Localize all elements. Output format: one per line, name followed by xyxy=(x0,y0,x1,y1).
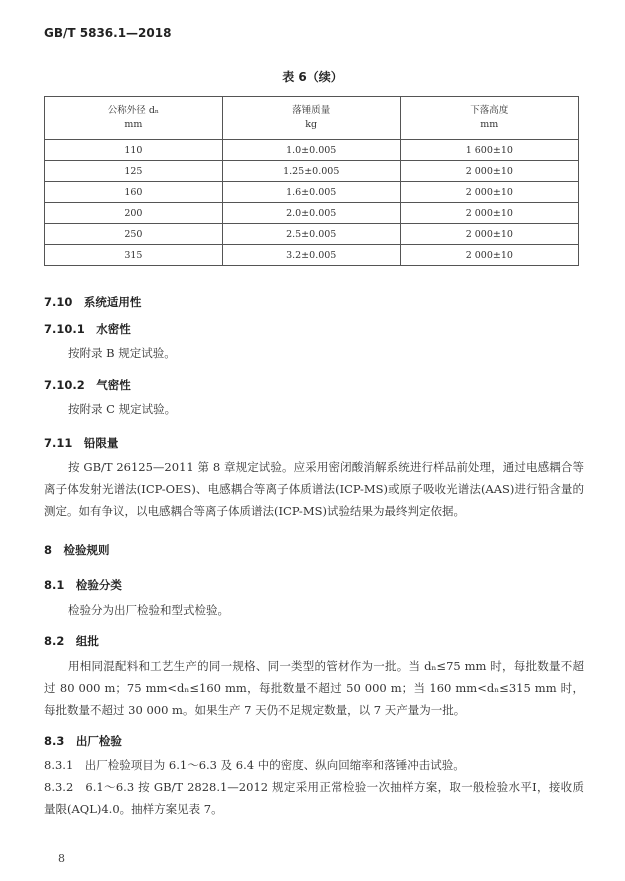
column-name: 下落高度 xyxy=(470,105,509,116)
table-6 xyxy=(44,96,579,266)
section-item-8-3-1: 8.3.1 出厂检验项目为 6.1～6.3 及 6.4 中的密度、纵向回缩率和落锤冲击试验。 xyxy=(44,758,465,772)
section-text-7-10-1: 按附录 B 规定试验。 xyxy=(68,346,176,360)
table-cell: 110 xyxy=(45,140,223,161)
table-cell: 2 000±10 xyxy=(400,161,578,182)
section-heading-8: 8 检验规则 xyxy=(44,543,110,557)
section-heading-7-10: 7.10 系统适用性 xyxy=(44,295,142,309)
table-row xyxy=(45,161,579,182)
section-heading-7-10-2: 7.10.2 气密性 xyxy=(44,378,131,392)
table-cell: 200 xyxy=(45,203,223,224)
column-header xyxy=(45,97,223,140)
page-number: 8 xyxy=(58,852,65,865)
section-text-7-11: 按 GB/T 26125—2011 第 8 章规定试验。应采用密闭酸消解系统进行样品前处理，通过电感耦合等离子体发射光谱法(ICP-OES)、电感耦合等离子体质谱法(ICP-MS)或原子吸收光谱法(AAS)进行铅含量的测定。如有争议，以电感耦合等离子体质谱法(ICP-MS)试验结果为最终判定依据。 xyxy=(44,460,584,518)
table-cell: 2.0±0.005 xyxy=(222,203,400,224)
section-text-8-1: 检验分为出厂检验和型式检验。 xyxy=(68,603,229,617)
table-header-row xyxy=(45,97,579,140)
column-unit: mm xyxy=(124,119,143,130)
table-cell: 2 000±10 xyxy=(400,245,578,266)
column-unit: mm xyxy=(480,119,499,130)
table-cell: 250 xyxy=(45,224,223,245)
section-item-8-3-2: 8.3.2 6.1～6.3 按 GB/T 2828.1—2012 规定采用正常检验一次抽样方案，取一般检验水平Ⅰ，接收质量限(AQL)4.0。抽样方案见表 7。 xyxy=(44,780,584,816)
column-name: 落锤质量 xyxy=(292,105,331,116)
section-text-8-2: 用相同混配料和工艺生产的同一规格、同一类型的管材作为一批。当 dₙ≤75 mm 时，每批数量不超过 80 000 m；75 mm<dₙ≤160 mm，每批数量不超过 50 000 m；当 160 mm<dₙ≤315 mm 时，每批数量不超过 30 000 m。如果生产 7 天仍不足规定数量，以 7 天产量为一批。 xyxy=(44,659,584,717)
column-header xyxy=(222,97,400,140)
table-cell: 315 xyxy=(45,245,223,266)
section-heading-7-11: 7.11 铅限量 xyxy=(44,436,119,450)
column-header xyxy=(400,97,578,140)
table-row xyxy=(45,140,579,161)
table-cell: 160 xyxy=(45,182,223,203)
table-cell: 2 000±10 xyxy=(400,182,578,203)
column-name: 公称外径 dₙ xyxy=(107,105,160,116)
section-heading-7-10-1: 7.10.1 水密性 xyxy=(44,322,131,336)
table-cell: 2 000±10 xyxy=(400,224,578,245)
table-cell: 1.0±0.005 xyxy=(222,140,400,161)
column-unit: kg xyxy=(305,119,318,130)
table-cell: 2 000±10 xyxy=(400,203,578,224)
table-cell: 1.25±0.005 xyxy=(222,161,400,182)
table-cell: 2.5±0.005 xyxy=(222,224,400,245)
section-heading-8-1: 8.1 检验分类 xyxy=(44,578,122,592)
table-cell: 125 xyxy=(45,161,223,182)
table-cell: 3.2±0.005 xyxy=(222,245,400,266)
section-text-7-10-2: 按附录 C 规定试验。 xyxy=(68,402,177,416)
table-caption: 表 6（续） xyxy=(282,70,343,84)
table-row xyxy=(45,245,579,266)
table-row xyxy=(45,182,579,203)
section-heading-8-3: 8.3 出厂检验 xyxy=(44,734,122,748)
section-heading-8-2: 8.2 组批 xyxy=(44,634,99,648)
table-cell: 1 600±10 xyxy=(400,140,578,161)
document-header: GB/T 5836.1—2018 xyxy=(44,26,172,40)
table-row xyxy=(45,224,579,245)
table-cell: 1.6±0.005 xyxy=(222,182,400,203)
table-row xyxy=(45,203,579,224)
